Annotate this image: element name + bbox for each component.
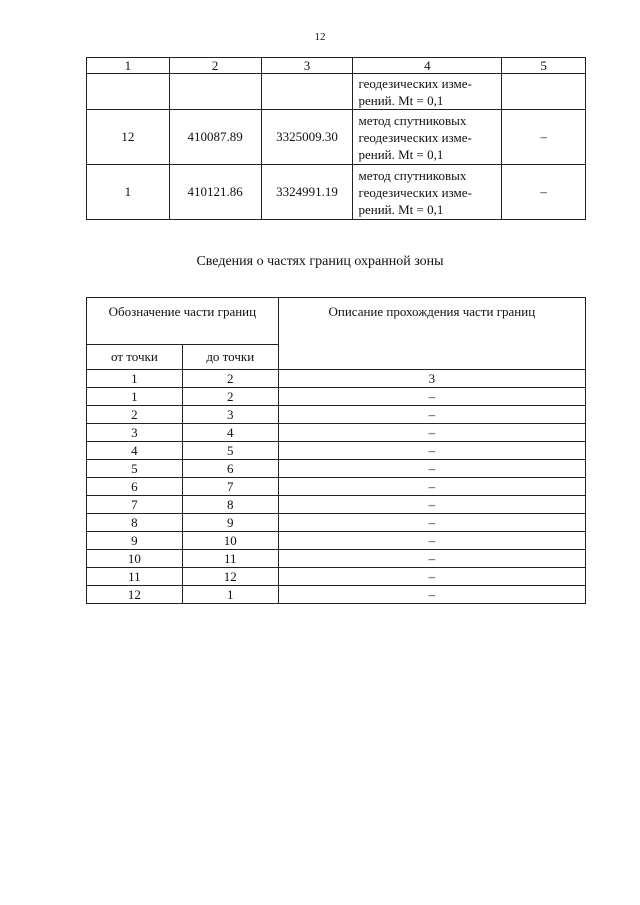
x-coordinate-cell: 410087.89	[169, 110, 261, 165]
note-cell	[502, 74, 586, 110]
description-line: геодезических изме-	[358, 184, 472, 200]
table-row	[87, 165, 586, 220]
to-point-cell: 9	[182, 514, 278, 532]
to-point-cell: 10	[182, 532, 278, 550]
from-point-cell: 10	[87, 550, 183, 568]
from-point-header: от точки	[87, 345, 183, 370]
coordinates-header-row	[87, 58, 586, 74]
parts-header-row	[87, 298, 586, 345]
table-row	[87, 568, 586, 586]
to-point-header: до точки	[182, 345, 278, 370]
table-row	[87, 74, 586, 110]
to-point-cell: 12	[182, 568, 278, 586]
from-point-cell: 4	[87, 442, 183, 460]
description-header: Описание прохождения части границ	[278, 298, 585, 370]
description-line: рений. Mt = 0,1	[358, 92, 444, 108]
from-point-cell: 2	[87, 406, 183, 424]
description-line: рений. Mt = 0,1	[358, 201, 444, 217]
to-point-cell: 6	[182, 460, 278, 478]
column-header: 3	[261, 58, 353, 74]
y-coordinate-cell: 3325009.30	[261, 110, 353, 165]
description-cell: –	[278, 478, 585, 496]
from-point-cell: 3	[87, 424, 183, 442]
from-point-cell: 1	[87, 370, 183, 388]
description-cell: 3	[278, 370, 585, 388]
note-cell: –	[502, 165, 586, 220]
from-point-cell: 1	[87, 388, 183, 406]
description-cell: –	[278, 406, 585, 424]
table-row	[87, 406, 586, 424]
table-row	[87, 496, 586, 514]
to-point-cell: 5	[182, 442, 278, 460]
method-description-cell	[353, 74, 502, 110]
y-coordinate-cell: 3324991.19	[261, 165, 353, 220]
from-point-cell: 9	[87, 532, 183, 550]
table-row	[87, 532, 586, 550]
description-cell: –	[278, 424, 585, 442]
page-number: 12	[314, 31, 326, 43]
to-point-cell: 7	[182, 478, 278, 496]
description-line: метод спутниковых	[358, 112, 467, 128]
from-point-cell: 5	[87, 460, 183, 478]
section-title: Сведения о частях границ охранной зоны	[196, 254, 444, 269]
parts-table-body	[87, 370, 586, 604]
from-point-cell: 7	[87, 496, 183, 514]
description-line: рений. Mt = 0,1	[358, 146, 444, 162]
table-row	[87, 460, 586, 478]
x-coordinate-cell: 410121.86	[169, 165, 261, 220]
boundary-part-header: Обозначение части границ	[87, 298, 279, 345]
table-row	[87, 110, 586, 165]
x-coordinate-cell	[169, 74, 261, 110]
description-cell: –	[278, 568, 585, 586]
description-cell: –	[278, 514, 585, 532]
from-point-cell: 12	[87, 586, 183, 604]
from-point-cell: 11	[87, 568, 183, 586]
y-coordinate-cell	[261, 74, 353, 110]
to-point-cell: 8	[182, 496, 278, 514]
table-row	[87, 514, 586, 532]
description-cell: –	[278, 532, 585, 550]
to-point-cell: 11	[182, 550, 278, 568]
method-description-cell	[353, 110, 502, 165]
to-point-cell: 1	[182, 586, 278, 604]
column-header: 1	[87, 58, 170, 74]
boundary-parts-table	[86, 297, 586, 604]
point-number-cell: 12	[87, 110, 170, 165]
table-row	[87, 388, 586, 406]
note-cell: –	[502, 110, 586, 165]
table-row	[87, 370, 586, 388]
description-cell: –	[278, 442, 585, 460]
table-row	[87, 586, 586, 604]
to-point-cell: 3	[182, 406, 278, 424]
column-header: 4	[353, 58, 502, 74]
to-point-cell: 2	[182, 388, 278, 406]
method-description-cell	[353, 165, 502, 220]
description-cell: –	[278, 388, 585, 406]
description-cell: –	[278, 550, 585, 568]
description-cell: –	[278, 586, 585, 604]
from-point-cell: 6	[87, 478, 183, 496]
table-row	[87, 550, 586, 568]
to-point-cell: 2	[182, 370, 278, 388]
description-cell: –	[278, 460, 585, 478]
coordinates-table	[86, 57, 586, 220]
point-number-cell	[87, 74, 170, 110]
table-row	[87, 478, 586, 496]
table-row	[87, 442, 586, 460]
description-line: геодезических изме-	[358, 129, 472, 145]
column-header: 2	[169, 58, 261, 74]
description-line: метод спутниковых	[358, 167, 467, 183]
to-point-cell: 4	[182, 424, 278, 442]
from-point-cell: 8	[87, 514, 183, 532]
column-header: 5	[502, 58, 586, 74]
point-number-cell: 1	[87, 165, 170, 220]
description-line: геодезических изме-	[358, 75, 472, 91]
description-cell: –	[278, 496, 585, 514]
table-row	[87, 424, 586, 442]
